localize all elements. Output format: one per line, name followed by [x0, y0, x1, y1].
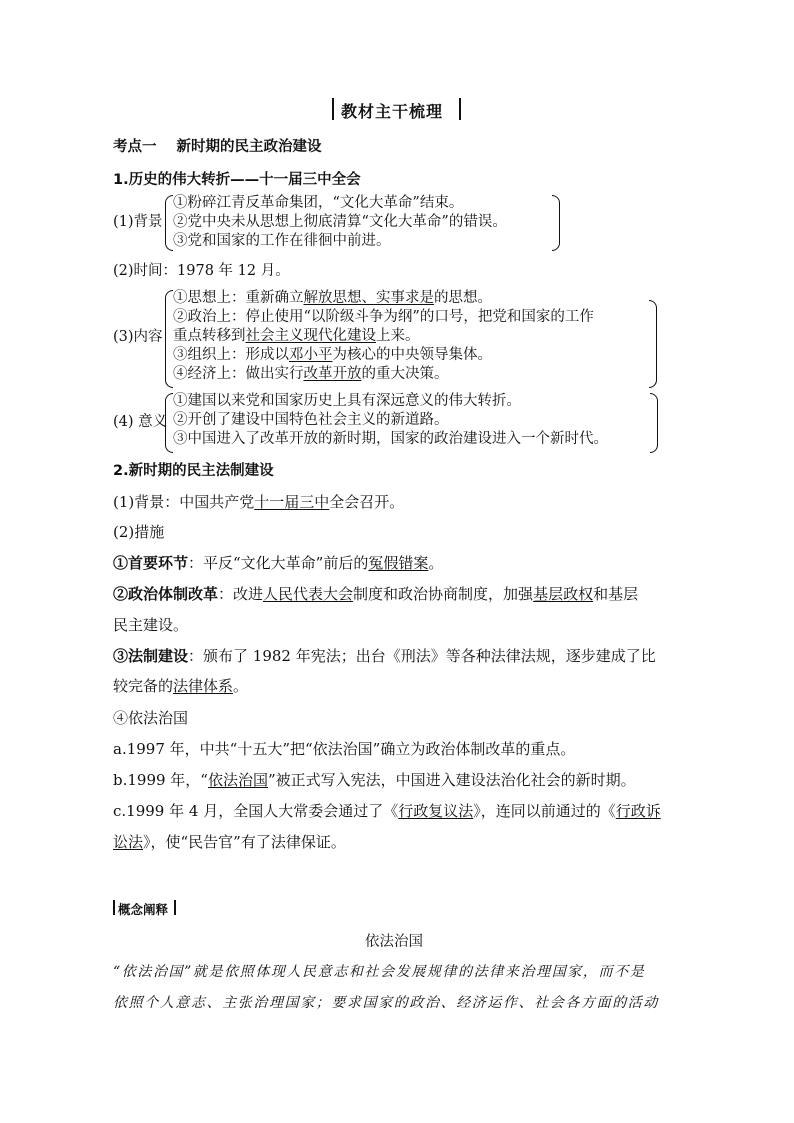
concept-para-1: “依法治国”就是依照体现人民意志和社会发展规律的法律来治理国家，而不是: [113, 964, 646, 980]
concept-para-2: 依照个人意志、主张治理国家；要求国家的政治、经济运作、社会各方面的活动: [113, 995, 659, 1011]
bg-brace-right: [552, 195, 560, 251]
measure-3-cont: 较完备的法律体系。: [113, 677, 249, 695]
concept-tag: 概念阐释: [118, 902, 169, 917]
rule-of-law-a: a.1997 年，中共“十五大”把“依法治国”确立为政治体制改革的重点。: [113, 740, 576, 758]
concept-bar-right: [174, 900, 176, 915]
measure-2: ②政治体制改革：改进人民代表大会制度和政治协商制度，加强基层政权和基层: [113, 585, 639, 603]
measure-2-cont: 民主建设。: [113, 616, 189, 634]
bg-item-3: ③党和国家的工作在徘徊中前进。: [173, 233, 391, 249]
kaodian-label: 考点一: [113, 139, 157, 155]
s2-background: (1)背景：中国共产党十一届三中全会召开。: [113, 493, 405, 511]
measure-1: ①首要环节：平反“文化大革命”前后的冤假错案。: [113, 554, 444, 572]
time-line: (2)时间：1978 年 12 月。: [113, 263, 290, 279]
rule-of-law-c-cont: 讼法》，使“民告官”有了法律保证。: [113, 833, 346, 851]
content-brace-left: [165, 290, 173, 388]
bg-brace-left: [165, 195, 173, 251]
section2-title: 2.新时期的民主法制建设: [113, 463, 274, 479]
content-label: (3)内容: [113, 329, 163, 345]
meaning-item-2: ②开创了建设中国特色社会主义的新道路。: [173, 412, 449, 428]
content-item-1: ①思想上：重新确立解放思想、实事求是的思想。: [173, 290, 492, 306]
concept-bar-left: [113, 900, 115, 915]
content-item-2: ②政治上：停止使用“以阶级斗争为纲”的口号，把党和国家的工作: [173, 309, 594, 325]
meaning-brace-left: [165, 393, 173, 453]
meaning-item-1: ①建国以来党和国家历史上具有深远意义的伟大转折。: [173, 393, 521, 409]
s2-measures: (2)措施: [113, 523, 165, 541]
content-brace-right: [649, 300, 657, 388]
concept-title: 依法治国: [365, 934, 423, 950]
meaning-label: (4) 意义: [113, 414, 168, 430]
page-title: 教材主干梳理: [341, 102, 444, 121]
rule-of-law-c: c.1999 年 4 月，全国人大常委会通过了《行政复议法》，连同以前通过的《行政诉: [113, 802, 661, 820]
content-item-4: ④经济上：做出实行改革开放的重大决策。: [173, 366, 449, 382]
header-bar-left: [332, 98, 334, 120]
header-bar-right: [459, 98, 461, 120]
measure-3: ③法制建设：颁布了 1982 年宪法；出台《刑法》等各种法律法规，逐步建成了比: [113, 647, 656, 665]
meaning-brace-right: [650, 393, 658, 453]
measure-4: ④依法治国: [113, 709, 189, 727]
kaodian-heading: [113, 138, 322, 156]
bg-item-2: ②党中央未从思想上彻底清算“文化大革命”的错误。: [173, 214, 507, 230]
bg-label: (1)背景: [113, 214, 163, 230]
section1-title: 1.历史的伟大转折——十一届三中全会: [113, 172, 361, 188]
rule-of-law-b: b.1999 年，“依法治国”被正式写入宪法，中国进入建设法治化社会的新时期。: [113, 771, 636, 789]
content-item-2-cont: 重点转移到社会主义现代化建设上来。: [173, 328, 420, 344]
content-item-3: ③组织上：形成以邓小平为核心的中央领导集体。: [173, 347, 492, 363]
kaodian-title: 新时期的民主政治建设: [176, 139, 322, 155]
bg-item-1: ①粉碎江青反革命集团，“文化大革命”结束。: [173, 195, 464, 211]
meaning-item-3: ③中国进入了改革开放的新时期，国家的政治建设进入一个新时代。: [173, 431, 608, 447]
